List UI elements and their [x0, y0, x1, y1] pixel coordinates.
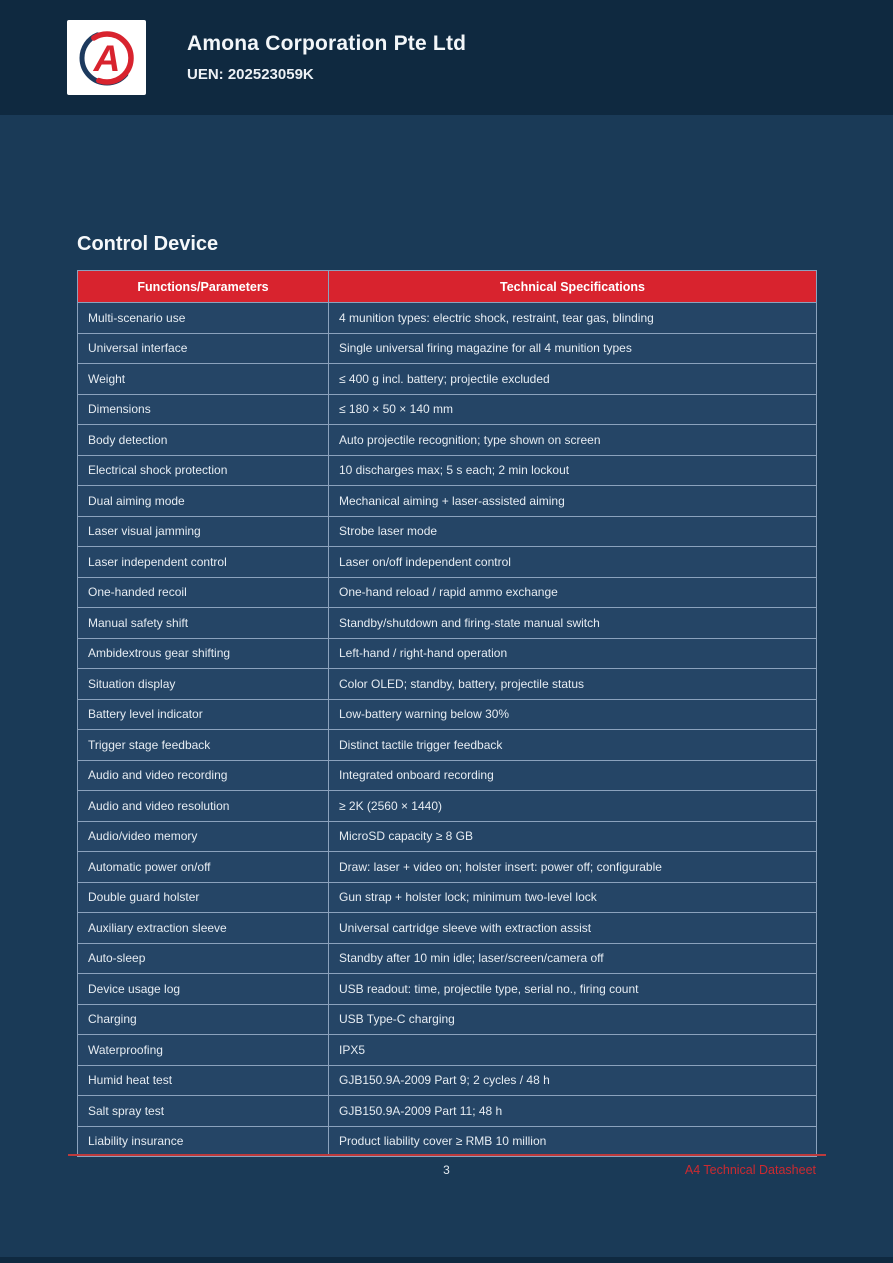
parameter-cell: Waterproofing — [78, 1035, 329, 1066]
footer-divider — [68, 1154, 826, 1156]
table-row — [78, 974, 817, 1005]
specification-cell: Integrated onboard recording — [329, 760, 817, 791]
parameter-cell: Ambidextrous gear shifting — [78, 638, 329, 669]
header-bar — [0, 0, 893, 115]
parameter-cell: Electrical shock protection — [78, 455, 329, 486]
spec-table-container — [77, 270, 817, 1157]
specification-cell: Single universal firing magazine for all 4 munition types — [329, 333, 817, 364]
specification-cell: Distinct tactile trigger feedback — [329, 730, 817, 761]
specification-cell: ≤ 180 × 50 × 140 mm — [329, 394, 817, 425]
table-row — [78, 577, 817, 608]
specification-cell: ≥ 2K (2560 × 1440) — [329, 791, 817, 822]
parameter-cell: Audio/video memory — [78, 821, 329, 852]
spec-table — [77, 270, 817, 1157]
parameter-cell: Dimensions — [78, 394, 329, 425]
table-header-row — [78, 271, 817, 303]
table-row — [78, 852, 817, 883]
parameter-cell: Trigger stage feedback — [78, 730, 329, 761]
doc-type-label: A4 Technical Datasheet — [684, 1163, 816, 1177]
specification-cell: Standby/shutdown and firing-state manual switch — [329, 608, 817, 639]
specification-cell: Gun strap + holster lock; minimum two-level lock — [329, 882, 817, 913]
table-row — [78, 1096, 817, 1127]
table-row — [78, 1126, 817, 1157]
section-title: Control Device — [77, 233, 219, 255]
table-row — [78, 364, 817, 395]
specification-cell: Strobe laser mode — [329, 516, 817, 547]
table-row — [78, 821, 817, 852]
next-page-edge — [0, 1257, 893, 1263]
table-row — [78, 425, 817, 456]
logo-letter: A — [93, 37, 120, 79]
page-number: 3 — [443, 1163, 450, 1177]
column-header-specs: Technical Specifications — [329, 271, 817, 303]
specification-cell: Product liability cover ≥ RMB 10 million — [329, 1126, 817, 1157]
parameter-cell: Battery level indicator — [78, 699, 329, 730]
parameter-cell: Situation display — [78, 669, 329, 700]
parameter-cell: Laser independent control — [78, 547, 329, 578]
table-row — [78, 333, 817, 364]
table-row — [78, 394, 817, 425]
table-row — [78, 303, 817, 334]
table-row — [78, 882, 817, 913]
specification-cell: Mechanical aiming + laser-assisted aiming — [329, 486, 817, 517]
parameter-cell: Salt spray test — [78, 1096, 329, 1127]
parameter-cell: Charging — [78, 1004, 329, 1035]
table-row — [78, 1065, 817, 1096]
table-row — [78, 547, 817, 578]
table-row — [78, 669, 817, 700]
specification-cell: One-hand reload / rapid ammo exchange — [329, 577, 817, 608]
table-row — [78, 699, 817, 730]
parameter-cell: Universal interface — [78, 333, 329, 364]
specification-cell: Draw: laser + video on; holster insert: power off; configurable — [329, 852, 817, 883]
company-name: Amona Corporation Pte Ltd — [187, 32, 467, 55]
parameter-cell: Body detection — [78, 425, 329, 456]
parameter-cell: Dual aiming mode — [78, 486, 329, 517]
parameter-cell: Double guard holster — [78, 882, 329, 913]
company-uen: UEN: 202523059K — [187, 66, 314, 83]
company-logo — [67, 20, 146, 95]
specification-cell: GJB150.9A-2009 Part 11; 48 h — [329, 1096, 817, 1127]
specification-cell: 4 munition types: electric shock, restraint, tear gas, blinding — [329, 303, 817, 334]
parameter-cell: Weight — [78, 364, 329, 395]
parameter-cell: Humid heat test — [78, 1065, 329, 1096]
logo-mark-icon — [75, 26, 139, 90]
specification-cell: Color OLED; standby, battery, projectile status — [329, 669, 817, 700]
parameter-cell: One-handed recoil — [78, 577, 329, 608]
column-header-functions: Functions/Parameters — [78, 271, 329, 303]
specification-cell: USB readout: time, projectile type, serial no., firing count — [329, 974, 817, 1005]
specification-cell: USB Type-C charging — [329, 1004, 817, 1035]
specification-cell: Standby after 10 min idle; laser/screen/camera off — [329, 943, 817, 974]
table-row — [78, 516, 817, 547]
table-row — [78, 638, 817, 669]
table-row — [78, 943, 817, 974]
parameter-cell: Manual safety shift — [78, 608, 329, 639]
parameter-cell: Audio and video recording — [78, 760, 329, 791]
specification-cell: Auto projectile recognition; type shown on screen — [329, 425, 817, 456]
specification-cell: ≤ 400 g incl. battery; projectile excluded — [329, 364, 817, 395]
parameter-cell: Liability insurance — [78, 1126, 329, 1157]
specification-cell: IPX5 — [329, 1035, 817, 1066]
table-row — [78, 913, 817, 944]
specification-cell: Universal cartridge sleeve with extraction assist — [329, 913, 817, 944]
table-row — [78, 730, 817, 761]
specification-cell: 10 discharges max; 5 s each; 2 min lockout — [329, 455, 817, 486]
parameter-cell: Auxiliary extraction sleeve — [78, 913, 329, 944]
table-row — [78, 1004, 817, 1035]
parameter-cell: Device usage log — [78, 974, 329, 1005]
specification-cell: Left-hand / right-hand operation — [329, 638, 817, 669]
table-row — [78, 608, 817, 639]
specification-cell: GJB150.9A-2009 Part 9; 2 cycles / 48 h — [329, 1065, 817, 1096]
table-row — [78, 455, 817, 486]
parameter-cell: Multi-scenario use — [78, 303, 329, 334]
specification-cell: Laser on/off independent control — [329, 547, 817, 578]
table-row — [78, 1035, 817, 1066]
table-row — [78, 486, 817, 517]
parameter-cell: Auto-sleep — [78, 943, 329, 974]
specification-cell: MicroSD capacity ≥ 8 GB — [329, 821, 817, 852]
table-row — [78, 760, 817, 791]
parameter-cell: Laser visual jamming — [78, 516, 329, 547]
spec-table-body — [78, 303, 817, 1157]
parameter-cell: Audio and video resolution — [78, 791, 329, 822]
specification-cell: Low-battery warning below 30% — [329, 699, 817, 730]
table-row — [78, 791, 817, 822]
parameter-cell: Automatic power on/off — [78, 852, 329, 883]
